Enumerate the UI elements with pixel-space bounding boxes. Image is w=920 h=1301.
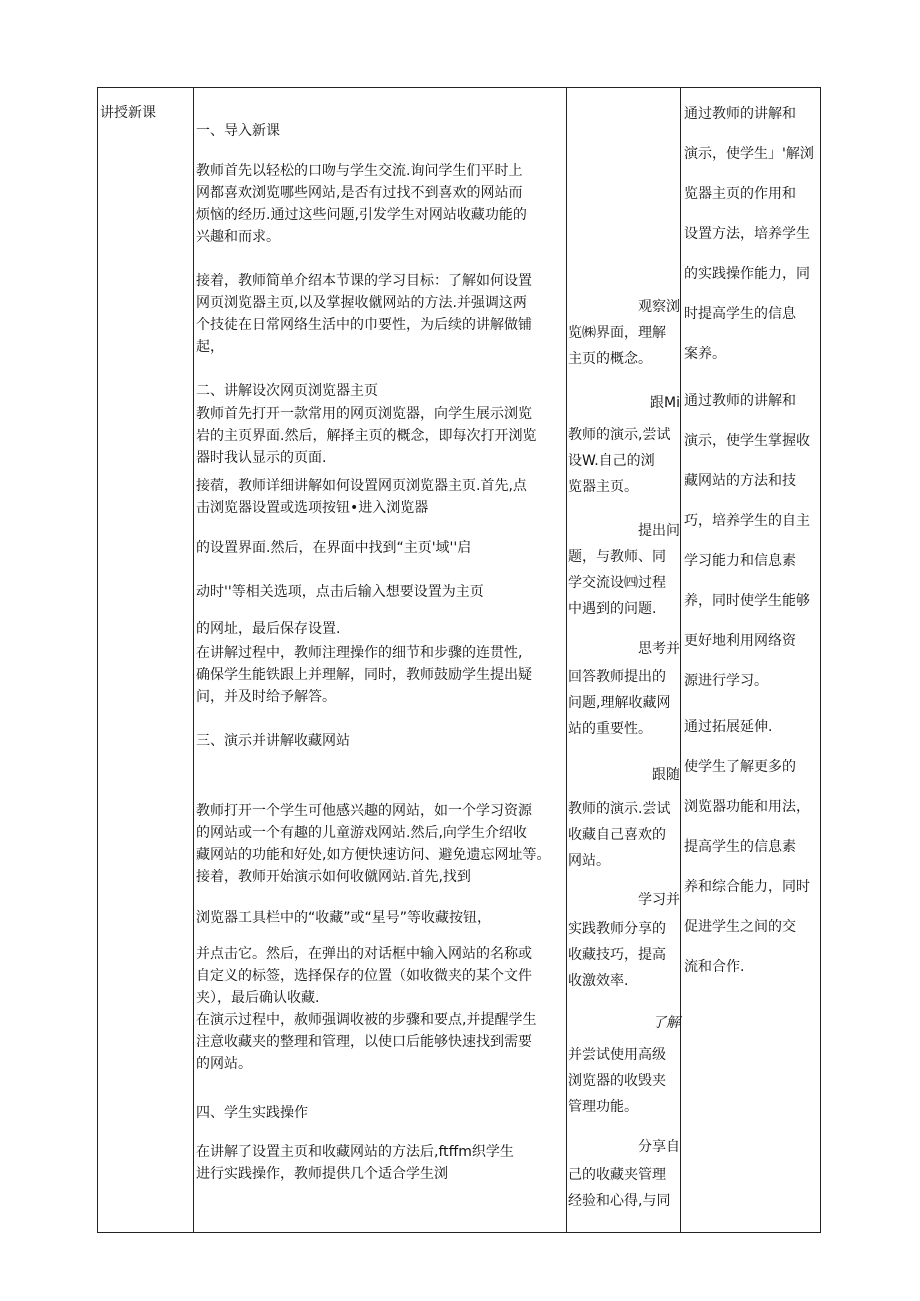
table-divider-2 — [566, 87, 567, 1233]
section-heading-practice: 四、学生实践操作 — [196, 1105, 308, 1121]
activity-text: 教师的演示,尝试 设W.自己的浏 览器主页。 — [568, 427, 671, 495]
section-heading-homepage: 二、讲解设次网页浏览器主页 — [196, 383, 378, 399]
paragraph: 接着，教师简单介绍本节课的学习目标：了解如何设置 网页浏览器主页,以及掌握收僦网站的方法.并强调这两 个技徒在日常网络生活中的巾要性，为后续的讲解做铺 起， — [196, 273, 532, 355]
table-border-left — [97, 87, 98, 1233]
section-heading-intro: 一、导入新课 — [196, 123, 280, 139]
design-intent: 通过拓展延伸. 使学生了解更多的 浏览器功能和用法， 提高学生的信息素 养和综合能力，同时 促进学生之间的交 流和合作. — [684, 719, 810, 975]
activity-text: 题，与教师、同 学交流设㈣过程 中遇到的问题. — [568, 549, 666, 617]
row-label: 讲授新课 — [100, 105, 156, 121]
paragraph: 动时''等相关选项，点击后输入想要设置为主页 — [196, 584, 484, 600]
activity-text: 学习并 — [638, 892, 680, 908]
paragraph: 浏览器工具栏中的“收藏”或“星号”等收藏按钮， — [196, 910, 492, 926]
paragraph: 教师打开一个学生可他感兴趣的网站，如一个学习资源 的网站或一个有趣的儿童游戏网站.然后,向学生介绍收 藏网站的功能和好处,如方便快速访问、避免遗忘网址等。 接着，教师开始演示如何收僦网站.首先,找到 — [196, 803, 551, 885]
table-divider-1 — [193, 87, 194, 1233]
paragraph: 的设置界面.然后，在界面中找到“主页'域''启 — [196, 540, 472, 556]
activity-text: 教师的演示.尝试 收藏自己喜欢的 网站。 — [568, 801, 671, 869]
activity-text: 己的收藏夹管理 经验和心得,与同 — [568, 1167, 671, 1209]
activity-text: 回答教师提出的 问题,理解收藏网 站的重要性。 — [568, 669, 671, 737]
activity-text: 思考并 — [638, 641, 680, 657]
design-intent: 通过教师的讲解和 演示，使学生掌握收 藏网站的方法和技 巧，培养学生的自主 学习能力和信息素 养，同时使学生能够 更好地利用网络资 源进行学习。 — [684, 393, 810, 689]
paragraph: 教师首先以轻松的口吻与学生交流.询问学生们平时上 网都喜欢浏览哪些网站,是否有过找不到喜欢的网站而 烦恼的经历.通过这些问题,引发学生对网站收藏功能的 兴趣和而求。 — [196, 163, 527, 245]
paragraph: 接蓿，教师详细讲解如何设置网页浏览器主页.首先,点 击浏览器设置或选项按钮•进入浏览器 — [196, 478, 527, 516]
activity-text: 览㈱界面，理解 主页的概念。 — [568, 325, 666, 367]
activity-text: 观察浏 — [638, 299, 680, 315]
activity-text: 跟随 — [652, 767, 680, 783]
activity-text: 了解 — [652, 1015, 680, 1031]
section-heading-bookmark: 三、演示并讲解收藏网站 — [196, 733, 350, 749]
paragraph: 教师首先打开一款常用的网页浏览器，向学生展示浏览 岩的主页界面.然后，解择主页的概念，即每次打开浏览 器时我认显示的页面. — [196, 406, 537, 466]
design-intent: 通过教师的讲解和 演示，使学生」'解浏 览器主页的作用和 设置方法，培养学生 的实践操作能力，同 时提高学生的信息 案养。 — [684, 106, 814, 362]
paragraph: 并点击它。然后，在弹出的对话框中输入网站的名称或 自定义的标签，选择保存的位置（如收微夹的某个文件 夹），最后确认收藏. 在演示过程中，赦师强调收被的步骤和要点,并提醒学生 注意收藏夹的整理和管理，以使口后能够快速找到需要 的网站。 — [196, 946, 537, 1072]
paragraph: 在讲解了设置主页和收藏网站的方法后,ftffm织学生 进行实践操作，教师提供几个适合学生浏 — [196, 1144, 514, 1182]
table-border-right — [820, 87, 821, 1233]
activity-text: 实践教师分享的 收藏技巧，提高 收激效率. — [568, 921, 666, 989]
table-divider-3 — [680, 87, 681, 1233]
table-border-bottom — [97, 1232, 820, 1233]
activity-text: 提出问 — [638, 523, 680, 539]
activity-text: 并尝试使用高级 浏览器的收毁夹 管理功能。 — [568, 1047, 666, 1115]
table-border-top — [97, 87, 820, 88]
paragraph: 的网址，最后保存设置. — [196, 621, 341, 637]
activity-text: 分享自 — [638, 1139, 680, 1155]
paragraph: 在讲解过程中，教师注理操作的细节和步骤的连贯性, 确保学生能铁跟上并理解，同时，教师鼓励学生提出疑 问，并及时给予解答。 — [196, 645, 532, 705]
activity-text: 跟Mi — [650, 395, 680, 411]
